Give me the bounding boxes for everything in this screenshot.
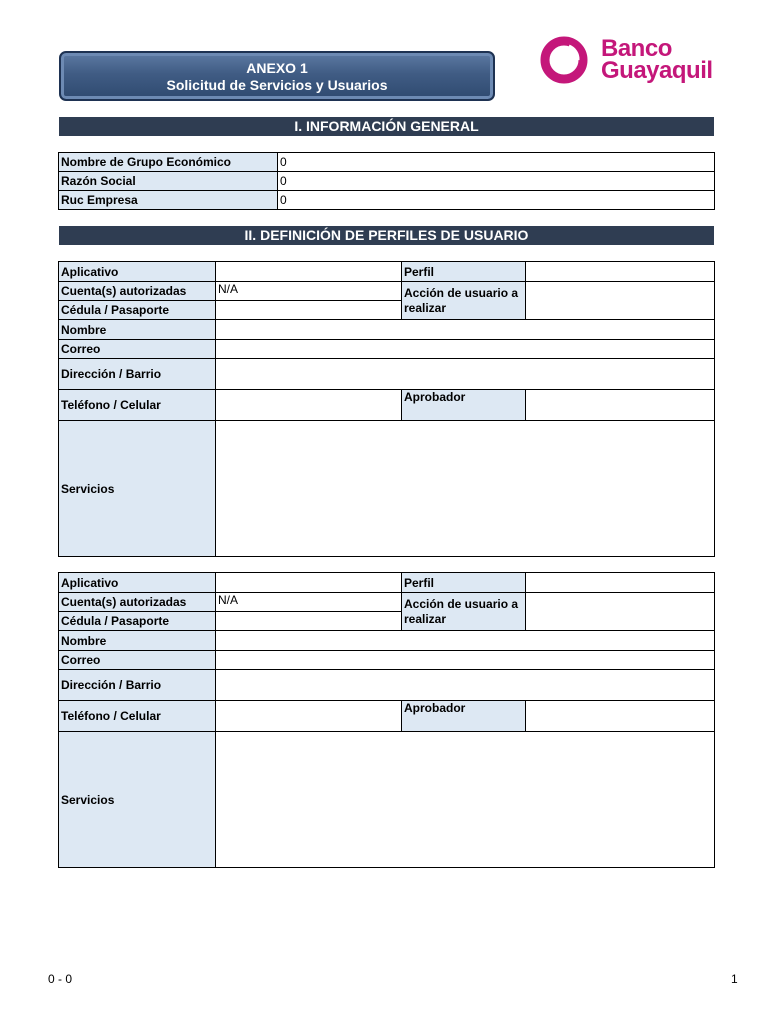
profile-field[interactable] — [526, 262, 715, 282]
field-label: Cuenta(s) autorizadas — [59, 593, 216, 612]
section-general-info-header: I. INFORMACIÓN GENERAL — [59, 117, 714, 136]
field-label: Ruc Empresa — [59, 191, 278, 210]
bank-logo-wordmark — [601, 35, 713, 84]
authorized-accounts-field[interactable]: N/A — [216, 282, 402, 301]
approver-field[interactable] — [526, 390, 715, 421]
field-label: Aplicativo — [59, 262, 216, 282]
field-label: Perfil — [402, 262, 526, 282]
phone-field[interactable] — [216, 701, 402, 732]
field-label: Nombre de Grupo Económico — [59, 153, 278, 172]
authorized-accounts-field[interactable]: N/A — [216, 593, 402, 612]
field-label: Teléfono / Celular — [59, 390, 216, 421]
field-label: Correo — [59, 340, 216, 359]
email-field[interactable] — [216, 651, 715, 670]
field-label: Cédula / Pasaporte — [59, 301, 216, 320]
field-label: Acción de usuario a realizar — [402, 282, 526, 320]
name-field[interactable] — [216, 320, 715, 340]
bank-logo — [539, 36, 739, 86]
name-field[interactable] — [216, 631, 715, 651]
approver-field[interactable] — [526, 701, 715, 732]
field-label: Teléfono / Celular — [59, 701, 216, 732]
footer-page-code: 0 - 0 — [48, 972, 73, 986]
field-label: Perfil — [402, 573, 526, 593]
bank-logo-icon — [539, 36, 595, 86]
field-label: Servicios — [59, 732, 216, 868]
profile-field[interactable] — [526, 573, 715, 593]
form-title: Solicitud de Servicios y Usuarios — [166, 77, 388, 93]
field-label: Dirección / Barrio — [59, 359, 216, 390]
field-label: Aprobador — [402, 701, 526, 732]
logo-line-1: Banco — [601, 35, 672, 62]
business-name-field[interactable]: 0 — [278, 172, 715, 191]
id-passport-field[interactable] — [216, 612, 402, 631]
address-field[interactable] — [216, 670, 715, 701]
user-profile-form-1 — [58, 261, 715, 557]
field-label: Cédula / Pasaporte — [59, 612, 216, 631]
field-label: Dirección / Barrio — [59, 670, 216, 701]
user-action-field[interactable] — [526, 282, 715, 320]
economic-group-field[interactable]: 0 — [278, 153, 715, 172]
field-label: Nombre — [59, 631, 216, 651]
field-label: Nombre — [59, 320, 216, 340]
general-info-table — [58, 152, 715, 210]
annex-number: ANEXO 1 — [246, 60, 308, 76]
user-profile-form-2 — [58, 572, 715, 868]
field-label: Servicios — [59, 421, 216, 557]
company-ruc-field[interactable]: 0 — [278, 191, 715, 210]
application-field[interactable] — [216, 262, 402, 282]
form-title-banner — [59, 51, 495, 101]
logo-line-2: Guayaquil — [601, 57, 713, 84]
user-action-field[interactable] — [526, 593, 715, 631]
field-label: Cuenta(s) autorizadas — [59, 282, 216, 301]
email-field[interactable] — [216, 340, 715, 359]
section-user-profiles-header: II. DEFINICIÓN DE PERFILES DE USUARIO — [59, 226, 714, 245]
field-label: Correo — [59, 651, 216, 670]
services-field[interactable] — [216, 732, 715, 868]
id-passport-field[interactable] — [216, 301, 402, 320]
field-label: Acción de usuario a realizar — [402, 593, 526, 631]
field-label: Razón Social — [59, 172, 278, 191]
footer-page-number: 1 — [731, 972, 738, 986]
phone-field[interactable] — [216, 390, 402, 421]
address-field[interactable] — [216, 359, 715, 390]
application-field[interactable] — [216, 573, 402, 593]
field-label: Aprobador — [402, 390, 526, 421]
services-field[interactable] — [216, 421, 715, 557]
field-label: Aplicativo — [59, 573, 216, 593]
